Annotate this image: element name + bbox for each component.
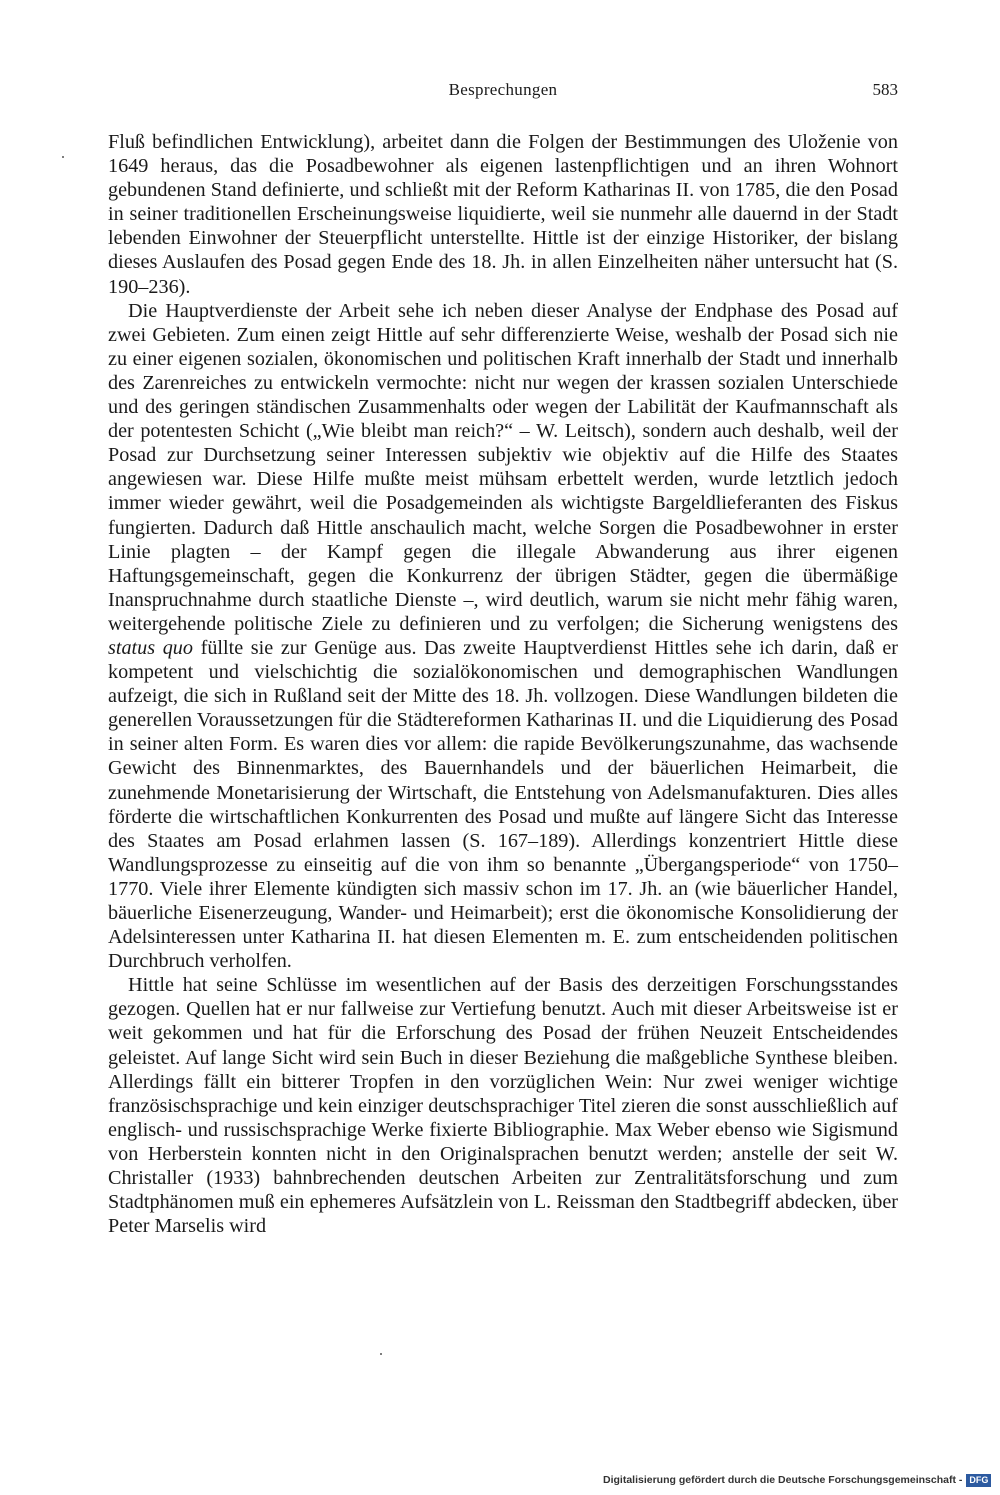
paragraph-1 <box>108 130 898 299</box>
page-number: 583 <box>872 80 898 99</box>
paragraph-3-text: Hittle hat seine Schlüsse im wesentlichen auf der Basis des derzeitigen Forschungsstandes gezogen. Quellen hat er nur fallweise zur Vertiefung benutzt. Auch mit dieser Arbeitsweise ist er weit gekommen und hat für die Erforschung des Posad der frühen Neuzeit Entscheidendes geleistet. Auf lange Sicht wird sein Buch in dieser Beziehung die maßgebliche Synthese bleiben. Allerdings fällt ein bitterer Tropfen in den vorzüglichen Wein: Nur zwei weniger wichtige französischsprachige und kein einziger deutschsprachiger Titel zieren die sonst ausschließlich auf englisch- und russischsprachige Werke fixierte Bibliographie. Max Weber ebenso wie Sigismund von Herberstein konnten nicht in den Originalsprachen benutzt werden; anstelle der seit W. Christaller (1933) bahnbrechenden deutschen Arbeiten zur Zentralitätsforschung und zum Stadtphänomen muß ein ephemeres Aufsätzlein von L. Reissman den Stadtbegriff abdecken, über Peter Marselis wird <box>108 974 898 1238</box>
scan-speck-2 <box>380 1353 382 1355</box>
paragraph-3 <box>108 973 898 1238</box>
dfg-logo-icon: DFG <box>966 1474 991 1487</box>
paragraph-1-text: Fluß befindlichen Entwicklung), arbeitet dann die Folgen der Bestimmungen des Uloženie von 1649 heraus, das die Posadbewohner als eigenen lastenpflichtigen und an ihren Wohnort gebundenen Stand definierte, und schließt mit der Reform Katharinas II. von 1785, die den Posad in seiner traditionellen Erscheinungsweise liquidierte, weil sie nunmehr alle dauernd in der Stadt lebenden Einwohner der Steuerpflicht unterstellte. Hittle ist der einzige Historiker, der bislang dieses Auslaufen des Posad gegen Ende des 18. Jh. in allen Einzelheiten näher untersucht hat (S. 190–236). <box>108 131 898 298</box>
paragraph-2-text-b: füllte sie zur Genüge aus. Das zweite Hauptverdienst Hittles sehe ich darin, daß er kompetent und vielschichtig die sozialökonomischen und demographischen Wandlungen aufzeigt, die sich in Rußland seit der Mitte des 18. Jh. vollzogen. Diese Wandlungen bildeten die generellen Voraussetzungen für die Städtereformen Katharinas II. und die Liquidierung des Posad in seiner alten Form. Es waren dies vor allem: die rapide Bevölkerungszunahme, das wachsende Gewicht des Binnenmarktes, des Bauernhandels und der bäuerlichen Heimarbeit, die zunehmende Monetarisierung der Wirtschaft, die Entstehung von Adelsmanufakturen. Dies alles förderte die wirtschaftlichen Konkurrenten des Posad und mußte auf längere Sicht das Interesse des Staates am Posad erlahmen lassen (S. 167–189). Allerdings konzentriert Hittle diese Wandlungsprozesse zu einseitig auf die von ihm so benannte „Übergangsperiode“ von 1750–1770. Viele ihrer Elemente kündigten sich massiv schon im 17. Jh. an (wie bäuerlicher Handel, bäuerliche Eisenerzeugung, Wander- und Heimarbeit); erst die ökonomische Konsolidierung der Adelsinteressen unter Katharina II. hat diesen Elementen m. E. zum entscheidenden politischen Durchbruch verholfen. <box>108 636 899 973</box>
running-head: Besprechungen <box>448 80 558 99</box>
scan-speck-1 <box>62 156 64 158</box>
footer-text: Digitalisierung gefördert durch die Deutsche Forschungsgemeinschaft - <box>603 1474 963 1486</box>
paragraph-2-text-a: Die Hauptverdienste der Arbeit sehe ich neben dieser Analyse der Endphase des Posad auf zwei Gebieten. Zum einen zeigt Hittle auf sehr differenzierte Weise, weshalb der Posad sich nie zu einer eigenen sozialen, ökonomischen und politischen Kraft innerhalb der Stadt und innerhalb des Zarenreiches zu entwickeln vermochte: nicht nur wegen der krassen sozialen Unterschiede und des geringen ständischen Zusammenhalts oder wegen der Labilität der Kaufmannschaft als der potentesten Schicht („Wie bleibt man reich?“ – W. Leitsch), sondern auch deshalb, weil der Posad zur Durchsetzung seiner Interessen subjektiv wie objektiv auf die Hilfe des Staates angewiesen war. Diese Hilfe mußte meist mühsam erbettelt werden, wurde letztlich jedoch immer wieder gewährt, weil die Posadgemeinden als wichtigste Bargeldlieferanten des Fiskus fungierten. Dadurch daß Hittle anschaulich macht, welche Sorgen die Posadbewohner in erster Linie plagten – der Kampf gegen die illegale Abwanderung aus ihrer eigenen Haftungsgemeinschaft, gegen die Konkurrenz der übrigen Städter, gegen die übermäßige Inanspruchnahme durch staatliche Dienste –, wird deutlich, warum sie nicht mehr fähig waren, weitergehende politische Ziele zu definieren und zu verfolgen; die Sicherung wenigstens des <box>108 299 898 635</box>
footer-banner <box>603 1472 991 1488</box>
body-text <box>108 130 898 1238</box>
paragraph-2-italic: status quo <box>108 636 193 659</box>
page-header <box>108 80 898 110</box>
paragraph-2 <box>108 299 898 974</box>
